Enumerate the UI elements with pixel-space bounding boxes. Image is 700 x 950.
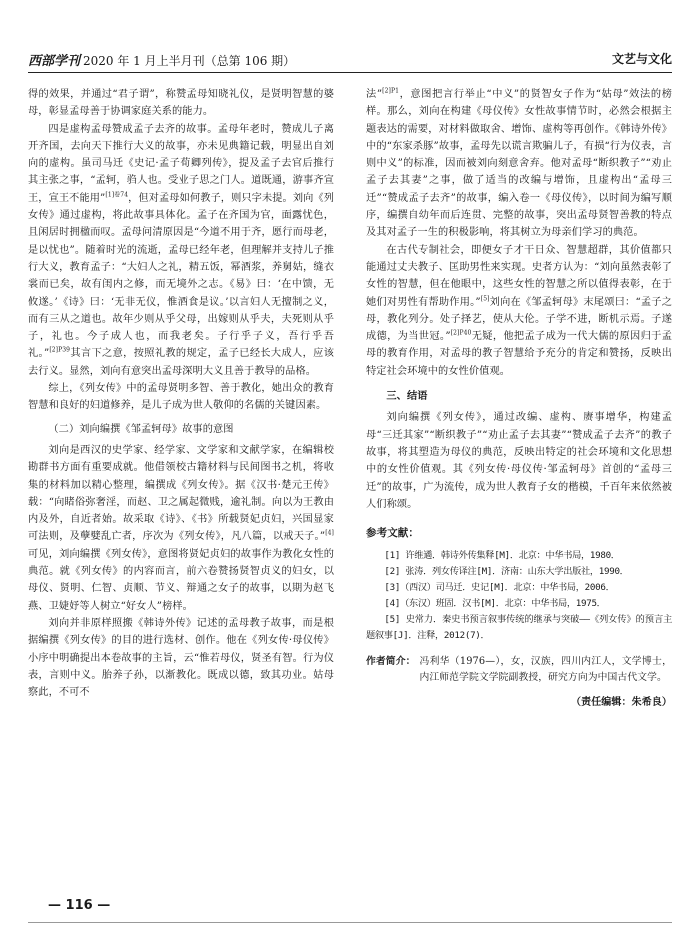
- reference-item: [2] 张涛．列女传译注[M]．济南：山东大学出版社，1990．: [384, 566, 629, 578]
- paragraph: 在古代专制社会，即便女子才干日众、智慧超群，其价值都只能通过丈夫教子、匡助男性来实现。史者方认为：“刘向虽然表彰了女性的智慧，但在他眼中，这些女性的智慧之所以值得表彰，在于她们对男性有帮助作用。”[5]刘向在《邹孟轲母》末尾颂曰：“孟子之母，教化列分。处子择艺，使从大伦。子学不进，断机示焉。子遂成德，为当世冠。”$^{[2]P40}$无疑，他把孟子成为一代大儒的原因归于孟母的教育作用，对孟母的教子智慧给予充分的肯定和赞扬，反映出特定社会环境中的女性价值观。: [366, 244, 672, 377]
- reference-item: [3]（西汉）司马迁．史记[M]．北京：中华书局，2006．: [384, 582, 615, 594]
- reference-item: [5] 史常力．秦史书预言叙事传统的继承与突破——《列女传》的预言主题叙事[J]．注释，2012(7)．: [366, 614, 672, 642]
- footer-rule: [28, 922, 672, 923]
- paragraph: 综上，《列女传》中的孟母贤明多智、善于教化，她出众的教育智慧和良好的妇道修养，是儿子成为世人敬仰的名儒的关键因素。: [28, 383, 334, 412]
- subsection-heading: （二）刘向编撰《邹孟轲母》故事的意图: [48, 423, 234, 435]
- paragraph: 刘向并非原样照搬《韩诗外传》记述的孟母教子故事，而是根据编撰《列女传》的目的进行选材、创作。他在《列女传·母仪传》小序中明确提出本卷故事的主旨，云“惟若母仪，贤圣有智。行为仪表，言则中义。胎养子孙，以渐教化。既成以德，致其功业。姑母察此，不可不: [28, 617, 334, 699]
- page-number: — 116 —: [48, 898, 111, 913]
- author-bio-label: 作者简介：: [366, 656, 416, 668]
- author-bio-text: 冯利华（1976—），女，汉族，四川内江人，文学博士，内江师范学院文学院副教授，研究方向为中国古代文学。: [419, 656, 672, 684]
- section-heading: 三、结语: [386, 391, 428, 403]
- section-title: 文艺与文化: [611, 52, 672, 66]
- reference-item: [1] 许维遹．韩诗外传集释[M]．北京：中华书局，1980．: [384, 550, 620, 562]
- journal-logo: 西部学刊: [28, 54, 81, 69]
- issue-label: 2020 年 1 月上半月刊（总第 106 期）: [83, 54, 296, 68]
- journal-issue-line: [28, 50, 295, 69]
- page-header: [28, 44, 672, 73]
- paragraph: 法”$^{[2]P1}$，意图把言行举止“中义”的贤智女子作为“姑母”效法的榜样。那么，刘向在构建《母仪传》女性故事情节时，必然会根据主题表达的需要，对材料做取舍、增饰、虚构等再创作。《韩诗外传》中的“东家杀豚”故事，孟母先以谎言欺骗儿子，有损“行为仪表，言则中义”的标准，因而被刘向刻意舍弃。他对孟母“断织教子”“劝止孟子去其妻”之事，做了适当的改编与增饰，且虚构出“孟母三迁”“赞成孟子去齐”的故事，编入卷一《母仪传》，以时间为编写顺序，编撰自幼年而后连贯、完整的故事，突出孟母贤智善教的特点及其对孟子一生的积极影响，将其树立为母亲们学习的典范。: [366, 87, 672, 239]
- references-title: 参考文献：: [366, 527, 419, 540]
- paragraph: 得的效果，并通过“君子谓”，称赞孟母知晓礼仪，是贤明智慧的婆母，彰显孟母善于协调家庭关系的能力。: [28, 89, 334, 118]
- paragraph: 刘向是西汉的史学家、经学家、文学家和文献学家，在编辑校勘群书方面有重要成就。他借领校古籍材料与民间图书之机，将收集的材料加以精心整理，编撰成《列女传》。据《汉书·楚元王传》载：“向睹俗弥奢淫，而赵、卫之属起微贱，逾礼制。向以为王教由内及外，自近者始。故采取《诗》、《书》所载贤妃贞妇，兴国显家可法则，及孽嬖乱亡者，序次为《列女传》，凡八篇，以戒天子。”[4]可见，刘向编撰《列女传》，意图将贤妃贞妇的故事作为教化女性的典范。就《列女传》的内容而言，前六卷赞扬贤智贞义的妇女，以母仪、贤明、仁智、贞顺、节义、辩通之女子的故事，以期为赵飞燕、卫婕妤等人树立“好女人”榜样。: [28, 444, 334, 612]
- right-column: [366, 86, 672, 712]
- paragraph: 四是虚构孟母赞成孟子去齐的故事。孟母年老时，赞成儿子离开齐国，去向天下推行大义的故事，亦未见典籍记载，明显出自刘向的虚构。虽司马迁《史记·孟子荀卿列传》，提及孟子去官后推行其主张之事，“孟轲，驺人也。受业子思之门人。道既通，游事齐宣王，宣王不能用”$^{[1]卷74}$，但对孟母如何教子，则只字未提。刘向《列女传》通过虚构，将此故事具体化。孟子在齐国为官，面露忧色，且闲居时拥楹而叹。孟母问清原因是“今道不用于齐，愿行而母老，是以忧也”。随着时光的流逝，孟母已经年老，但理解并支持儿子推行大义，教育孟子：“大妇人之礼，精五饭，幂酒浆，养舅姑，缝衣裳而已矣，故有闺内之修，而无境外之志。《易》曰：‘在中馈，无攸遂。’《诗》曰：‘无非无仪，惟酒食是议。’以言妇人无擅制之义，而有三从之道也。故年少则从乎父母，出嫁则从乎夫，夫死则从乎子，礼也。今子成人也，而我老矣。子行乎子义，吾行乎吾礼。”$^{[2]P39}$其言下之意，按照礼教的规定，孟子已经长大成人，应该去行义。显然，刘向有意突出孟母深明大义且善于教导的品格。: [28, 123, 335, 377]
- paragraph: 刘向编撰《列女传》，通过改编、虚构、赓事增华，构建孟母“三迁其家”“断织教子”“劝止孟子去其妻”“赞成孟子去齐”的教子故事，将其塑造为母仪的典范，反映出特定的社会环境和文化思想中的女性价值观。其《列女传·母仪传·邹孟轲母》首创的“孟母三迁”的故事，广为流传，成为世人教育子女的楷模，千百年来依然被人们称颂。: [366, 412, 672, 510]
- left-column: [28, 86, 334, 701]
- author-bio: [366, 654, 672, 686]
- responsible-editor: （责任编辑：朱希良）: [571, 697, 672, 709]
- reference-item: [4]（东汉）班固．汉书[M]．北京：中华书局，1975．: [384, 598, 606, 610]
